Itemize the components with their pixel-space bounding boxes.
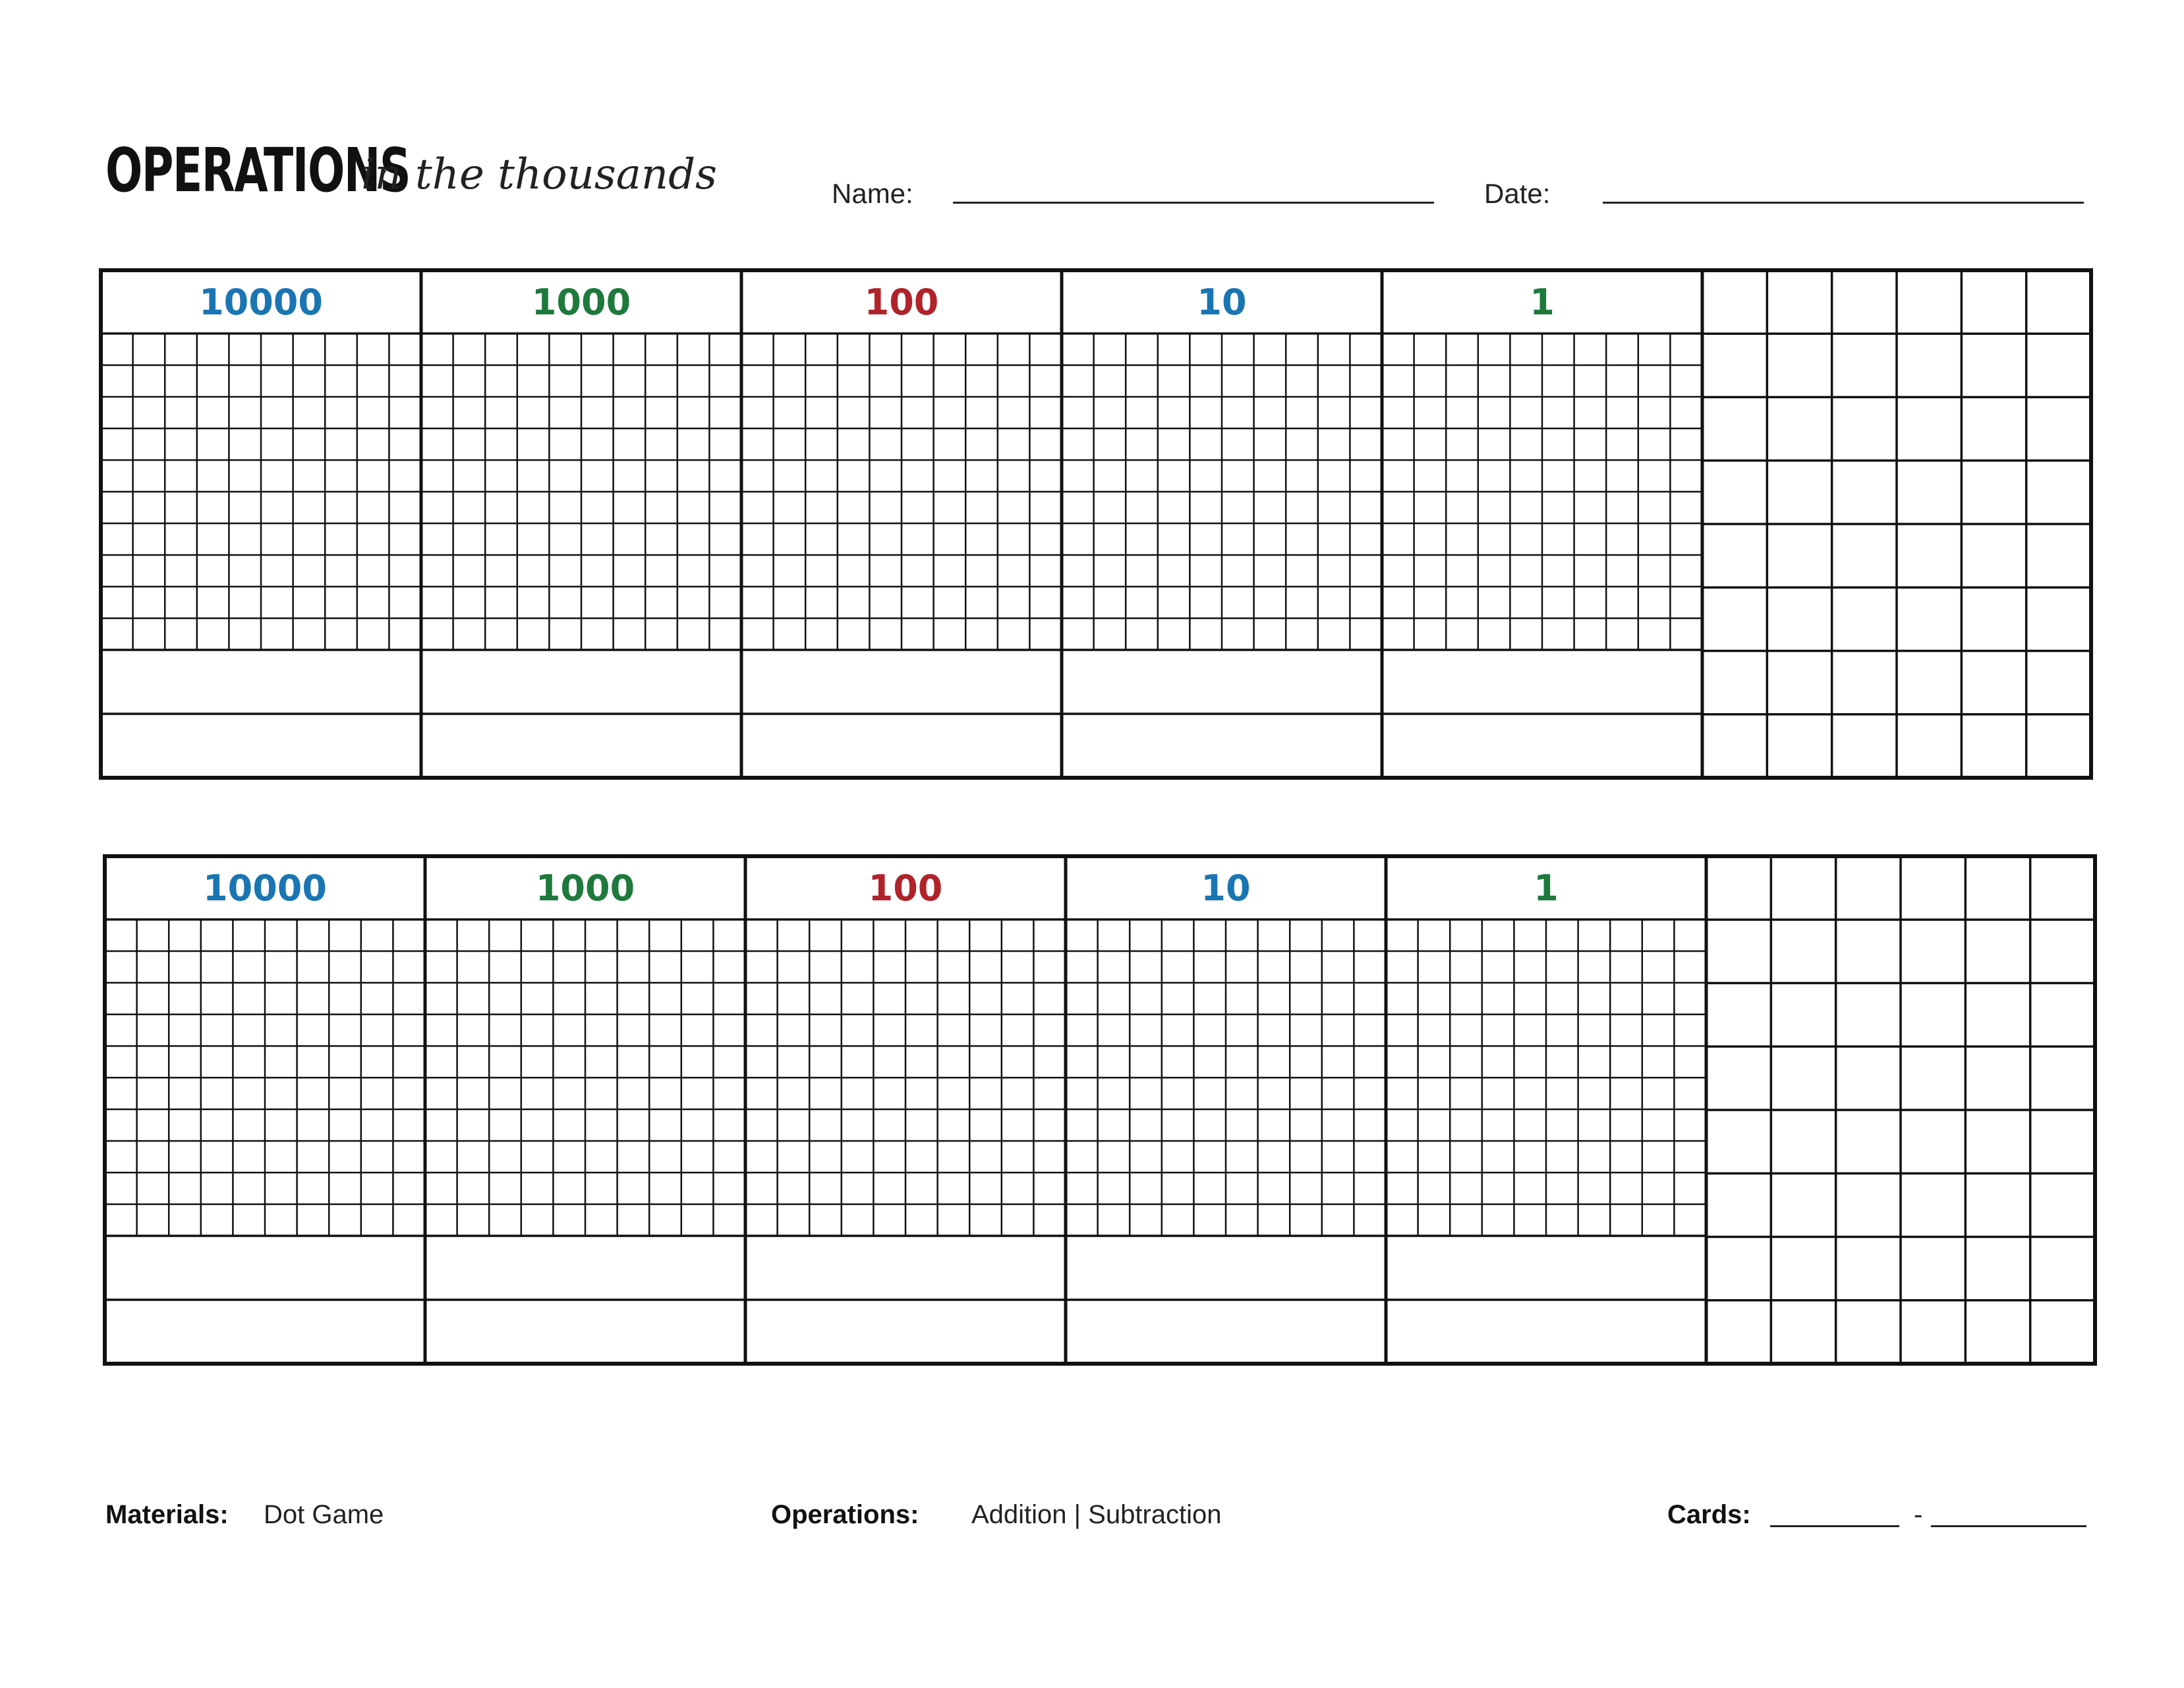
- page-subtitle: in the thousands: [361, 150, 717, 199]
- cards-start-blank[interactable]: [1770, 1525, 1899, 1527]
- place-value-label-10: 10: [1201, 867, 1251, 909]
- operations-value: Addition | Subtraction: [971, 1500, 1222, 1529]
- cards-label: Cards:: [1667, 1500, 1751, 1529]
- dot-game-board-2: [101, 853, 2098, 1367]
- materials-value: Dot Game: [264, 1500, 384, 1529]
- place-value-label-10000: 10000: [203, 867, 327, 909]
- operations-label: Operations:: [771, 1500, 919, 1529]
- materials-label: Materials:: [105, 1500, 229, 1529]
- name-label: Name:: [832, 178, 913, 209]
- cards-end-blank[interactable]: [1931, 1525, 2086, 1527]
- place-value-label-10: 10: [1197, 281, 1247, 323]
- place-value-label-100: 100: [864, 281, 939, 323]
- place-value-label-1: 1: [1534, 867, 1559, 909]
- place-value-label-1000: 1000: [535, 867, 635, 909]
- date-blank-line[interactable]: [1603, 202, 2084, 204]
- place-value-label-1: 1: [1530, 281, 1555, 323]
- name-blank-line[interactable]: [953, 202, 1434, 204]
- date-label: Date:: [1484, 178, 1551, 209]
- place-value-label-1000: 1000: [531, 281, 631, 323]
- place-value-label-10000: 10000: [199, 281, 323, 323]
- dot-game-board-1: [98, 267, 2094, 781]
- page-title: OPERATIONS: [105, 135, 411, 206]
- place-value-label-100: 100: [868, 867, 943, 909]
- cards-separator: -: [1914, 1500, 1923, 1529]
